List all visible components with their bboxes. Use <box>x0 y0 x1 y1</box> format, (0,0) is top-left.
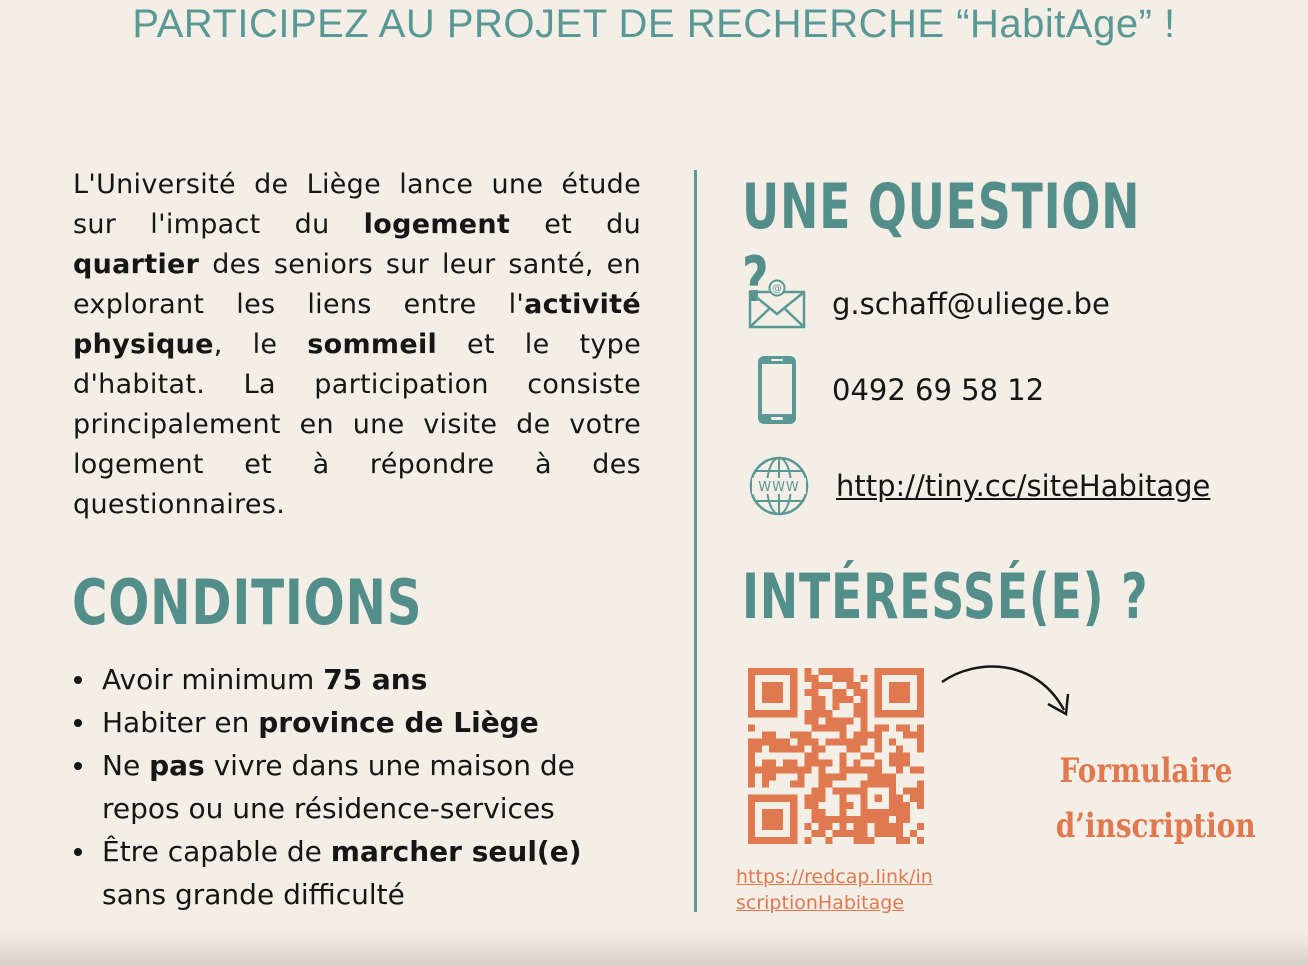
smartphone-icon <box>748 354 806 426</box>
condition-text: Avoir minimum <box>102 663 324 696</box>
condition-text: Être capable de <box>102 835 331 868</box>
condition-item <box>72 744 652 830</box>
condition-text: vivre dans une maison de repos ou une résidence-services <box>102 749 575 825</box>
question-heading: UNE QUESTION ? <box>742 170 1141 316</box>
intro-text: , le <box>213 329 308 360</box>
condition-bold: 75 ans <box>323 663 428 696</box>
conditions-heading: CONDITIONS <box>72 566 423 639</box>
globe-www-text: WWW <box>758 480 800 495</box>
envelope-icon <box>748 278 806 330</box>
svg-text:@: @ <box>772 283 782 295</box>
phone-row <box>748 354 1044 426</box>
intro-text: des seniors sur leur santé, en explorant les liens entre l' <box>73 249 641 320</box>
intro-bold-activite: activité physique <box>73 289 641 360</box>
intro-bold-logement: logement <box>363 209 511 240</box>
intro-paragraph <box>73 165 641 525</box>
column-divider <box>694 170 697 912</box>
qr-code[interactable] <box>748 668 924 844</box>
signup-form-label <box>1055 744 1256 854</box>
condition-bold: pas <box>149 749 205 782</box>
condition-bold: province de Liège <box>258 706 539 739</box>
email-row <box>748 278 1110 330</box>
website-link[interactable]: http://tiny.cc/siteHabitage <box>836 469 1211 503</box>
phone-number[interactable]: 0492 69 58 12 <box>832 373 1045 407</box>
condition-text: Ne <box>102 749 150 782</box>
conditions-list <box>72 658 652 916</box>
intro-bold-sommeil: sommeil <box>307 329 438 360</box>
globe-www-icon <box>748 455 810 517</box>
condition-item <box>72 658 652 701</box>
intro-bold-quartier: quartier <box>73 249 200 280</box>
bottom-shadow <box>0 930 1308 966</box>
condition-text: Habiter en <box>102 706 259 739</box>
signup-heading: INTÉRESSÉ(E) ? <box>742 560 1149 633</box>
condition-bold: marcher seul(e) <box>330 835 582 868</box>
intro-text: et le type d'habitat. La participation consiste principalement en une visite de votre logement et à répondre à des questionnaires. <box>73 329 641 520</box>
intro-text: et du <box>510 209 642 240</box>
form-label-line: Formulaire <box>1059 751 1233 791</box>
condition-text: sans grande difficulté <box>102 878 405 911</box>
email-link[interactable]: g.schaff@uliege.be <box>832 287 1110 321</box>
form-label-line: d’inscription <box>1055 806 1256 846</box>
intro-text: L'Université de Liège lance une étude sur l'impact du <box>73 169 641 240</box>
signup-url-link[interactable]: https://redcap.link/inscriptionHabitage <box>736 866 933 914</box>
condition-item <box>72 830 652 916</box>
page-title: PARTICIPEZ AU PROJET DE RECHERCHE “HabitAge” ! <box>132 2 1176 46</box>
website-row <box>748 455 1210 517</box>
condition-item <box>72 701 652 744</box>
curved-arrow-icon <box>936 656 1076 726</box>
